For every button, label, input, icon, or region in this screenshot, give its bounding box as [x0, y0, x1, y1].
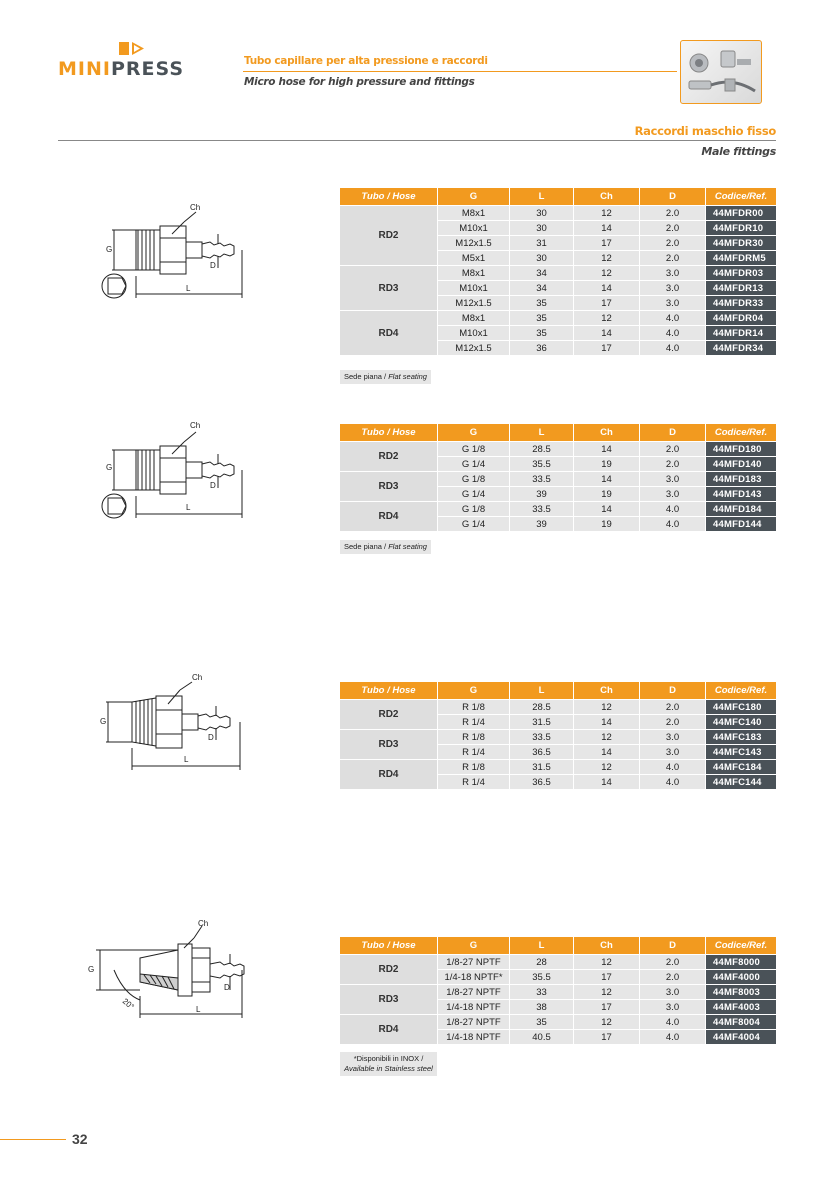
column-header: D — [640, 424, 705, 441]
table-cell: 19 — [574, 487, 639, 501]
table-cell: 12 — [574, 266, 639, 280]
table-cell: 14 — [574, 326, 639, 340]
table-cell: 39 — [510, 517, 573, 531]
column-header: Ch — [574, 424, 639, 441]
table-cell: 17 — [574, 296, 639, 310]
table-cell: 14 — [574, 745, 639, 759]
table-cell: 12 — [574, 1015, 639, 1029]
ref-code-cell: 44MFD143 — [706, 487, 776, 501]
table-cell: 2.0 — [640, 442, 705, 456]
table-cell: M10x1 — [438, 281, 509, 295]
column-header: G — [438, 188, 509, 205]
table-cell: 4.0 — [640, 502, 705, 516]
ref-code-cell: 44MFDR13 — [706, 281, 776, 295]
table-row — [340, 502, 776, 516]
fitting-drawing-2 — [100, 418, 250, 523]
table-cell: 30 — [510, 221, 573, 235]
table-cell: 4.0 — [640, 1030, 705, 1044]
table-cell: 4.0 — [640, 775, 705, 789]
table-cell: 36.5 — [510, 745, 573, 759]
table-cell: 17 — [574, 1000, 639, 1014]
label-ch: Ch — [190, 421, 201, 430]
label-ch: Ch — [198, 919, 209, 928]
table-cell: 36 — [510, 341, 573, 355]
table-cell: 2.0 — [640, 970, 705, 984]
table-cell: 3.0 — [640, 745, 705, 759]
table-header-row — [340, 188, 776, 205]
table-cell: 31.5 — [510, 715, 573, 729]
column-header: D — [640, 937, 705, 954]
table-cell: 14 — [574, 775, 639, 789]
fittings-photo — [680, 40, 762, 104]
table-cell: 2.0 — [640, 700, 705, 714]
table-cell: R 1/8 — [438, 760, 509, 774]
table-cell: R 1/4 — [438, 715, 509, 729]
ref-code-cell: 44MFDR04 — [706, 311, 776, 325]
ref-code-cell: 44MFDR03 — [706, 266, 776, 280]
note-it: Sede piana / — [344, 372, 389, 381]
label-ch: Ch — [192, 673, 203, 682]
table-cell: 14 — [574, 221, 639, 235]
label-angle: 20° — [120, 996, 136, 1012]
spec-table-4 — [339, 936, 777, 1045]
note-en: Available in Stainless steel — [344, 1064, 433, 1073]
table-cell: 28.5 — [510, 442, 573, 456]
table-cell: 17 — [574, 970, 639, 984]
hose-size-cell: RD3 — [340, 472, 437, 501]
table-cell: 3.0 — [640, 730, 705, 744]
label-l: L — [186, 284, 191, 293]
table-cell: 34 — [510, 266, 573, 280]
fitting-drawing-3 — [96, 668, 246, 773]
table-cell: 35 — [510, 326, 573, 340]
note-en: Flat seating — [388, 372, 427, 381]
table-cell: 31 — [510, 236, 573, 250]
ref-code-cell: 44MF4000 — [706, 970, 776, 984]
table-cell: 1/4-18 NPTF — [438, 1030, 509, 1044]
table-cell: 4.0 — [640, 760, 705, 774]
ref-code-cell: 44MFDR10 — [706, 221, 776, 235]
header-rule — [243, 71, 677, 72]
table-header-row — [340, 682, 776, 699]
table-row — [340, 206, 776, 220]
ref-code-cell: 44MF8003 — [706, 985, 776, 999]
table-header-row — [340, 937, 776, 954]
table-cell: 19 — [574, 457, 639, 471]
table-cell: 1/8-27 NPTF — [438, 1015, 509, 1029]
hose-size-cell: RD3 — [340, 730, 437, 759]
spec-table-2 — [339, 423, 777, 532]
table-cell: 3.0 — [640, 985, 705, 999]
table-cell: 4.0 — [640, 341, 705, 355]
section-title-it: Raccordi maschio fisso — [634, 124, 776, 138]
column-header: Tubo / Hose — [340, 424, 437, 441]
table-cell: 17 — [574, 1030, 639, 1044]
table-row — [340, 760, 776, 774]
table-cell: 12 — [574, 311, 639, 325]
label-g: G — [88, 965, 95, 974]
column-header: Codice/Ref. — [706, 937, 776, 954]
table-cell: 14 — [574, 442, 639, 456]
table-cell: 1/8-27 NPTF — [438, 955, 509, 969]
table-cell: 12 — [574, 206, 639, 220]
table-1-note — [340, 370, 431, 384]
table-cell: M12x1.5 — [438, 296, 509, 310]
table-cell: G 1/4 — [438, 517, 509, 531]
table-cell: M10x1 — [438, 326, 509, 340]
table-cell: 4.0 — [640, 1015, 705, 1029]
column-header: D — [640, 682, 705, 699]
label-ch: Ch — [190, 203, 201, 212]
table-cell: M5x1 — [438, 251, 509, 265]
label-d: D — [210, 481, 216, 490]
hose-size-cell: RD2 — [340, 206, 437, 265]
hose-size-cell: RD3 — [340, 266, 437, 310]
header-title-it: Tubo capillare per alta pressione e raccordi — [244, 55, 488, 67]
ref-code-cell: 44MFD140 — [706, 457, 776, 471]
column-header: Ch — [574, 188, 639, 205]
hose-size-cell: RD4 — [340, 1015, 437, 1044]
brand-press: PRESS — [110, 58, 185, 80]
table-cell: 1/4-18 NPTF* — [438, 970, 509, 984]
table-cell: 1/8-27 NPTF — [438, 985, 509, 999]
table-cell: 4.0 — [640, 326, 705, 340]
column-header: L — [510, 937, 573, 954]
table-cell: 35.5 — [510, 457, 573, 471]
table-cell: 14 — [574, 502, 639, 516]
table-cell: 2.0 — [640, 206, 705, 220]
table-cell: 12 — [574, 955, 639, 969]
label-g: G — [100, 717, 107, 726]
table-cell: 12 — [574, 730, 639, 744]
hose-size-cell: RD4 — [340, 502, 437, 531]
ref-code-cell: 44MFC184 — [706, 760, 776, 774]
table-cell: 38 — [510, 1000, 573, 1014]
hose-size-cell: RD4 — [340, 760, 437, 789]
column-header: Ch — [574, 937, 639, 954]
column-header: Codice/Ref. — [706, 682, 776, 699]
ref-code-cell: 44MFDR00 — [706, 206, 776, 220]
footer-rule — [0, 1139, 66, 1140]
ref-code-cell: 44MFDR30 — [706, 236, 776, 250]
table-cell: M8x1 — [438, 206, 509, 220]
ref-code-cell: 44MF4004 — [706, 1030, 776, 1044]
table-cell: 14 — [574, 281, 639, 295]
table-cell: 17 — [574, 341, 639, 355]
hose-size-cell: RD3 — [340, 985, 437, 1014]
table-cell: 12 — [574, 985, 639, 999]
minipress-logo — [58, 40, 208, 86]
table-cell: 2.0 — [640, 457, 705, 471]
column-header: G — [438, 937, 509, 954]
table-cell: 2.0 — [640, 715, 705, 729]
ref-code-cell: 44MFD183 — [706, 472, 776, 486]
table-cell: 2.0 — [640, 221, 705, 235]
table-2-note — [340, 540, 431, 554]
section-title-en: Male fittings — [701, 145, 776, 158]
ref-code-cell: 44MFD144 — [706, 517, 776, 531]
table-cell: 31.5 — [510, 760, 573, 774]
ref-code-cell: 44MFC144 — [706, 775, 776, 789]
table-cell: 39 — [510, 487, 573, 501]
label-d: D — [210, 261, 216, 270]
table-cell: 2.0 — [640, 955, 705, 969]
table-cell: 40.5 — [510, 1030, 573, 1044]
table-cell: 3.0 — [640, 266, 705, 280]
hose-size-cell: RD2 — [340, 700, 437, 729]
table-row — [340, 442, 776, 456]
table-cell: R 1/8 — [438, 700, 509, 714]
table-cell: 36.5 — [510, 775, 573, 789]
table-cell: G 1/8 — [438, 502, 509, 516]
ref-code-cell: 44MF4003 — [706, 1000, 776, 1014]
table-cell: 3.0 — [640, 296, 705, 310]
page-number: 32 — [72, 1131, 88, 1147]
table-row — [340, 700, 776, 714]
ref-code-cell: 44MFC140 — [706, 715, 776, 729]
column-header: Codice/Ref. — [706, 188, 776, 205]
column-header: L — [510, 424, 573, 441]
column-header: Tubo / Hose — [340, 188, 437, 205]
section-rule — [58, 140, 776, 141]
ref-code-cell: 44MF8004 — [706, 1015, 776, 1029]
hose-size-cell: RD2 — [340, 955, 437, 984]
table-cell: 19 — [574, 517, 639, 531]
column-header: G — [438, 682, 509, 699]
column-header: L — [510, 682, 573, 699]
table-cell: 4.0 — [640, 311, 705, 325]
fitting-drawing-4 — [84, 914, 260, 1024]
table-cell: 3.0 — [640, 281, 705, 295]
ref-code-cell: 44MFD184 — [706, 502, 776, 516]
label-l: L — [196, 1005, 201, 1014]
table-cell: 33.5 — [510, 502, 573, 516]
table-cell: 3.0 — [640, 487, 705, 501]
header-title-en: Micro hose for high pressure and fittings — [244, 76, 475, 88]
table-row — [340, 311, 776, 325]
table-cell: 3.0 — [640, 1000, 705, 1014]
table-cell: 33.5 — [510, 472, 573, 486]
column-header: L — [510, 188, 573, 205]
table-cell: 30 — [510, 251, 573, 265]
table-cell: 2.0 — [640, 251, 705, 265]
table-row — [340, 730, 776, 744]
table-cell: 1/4-18 NPTF — [438, 1000, 509, 1014]
table-cell: 30 — [510, 206, 573, 220]
note-it: Sede piana / — [344, 542, 389, 551]
spec-table-1 — [339, 187, 777, 356]
column-header: Tubo / Hose — [340, 937, 437, 954]
label-l: L — [184, 755, 189, 764]
table-cell: M8x1 — [438, 266, 509, 280]
table-cell: 17 — [574, 236, 639, 250]
ref-code-cell: 44MFC143 — [706, 745, 776, 759]
table-cell: G 1/4 — [438, 457, 509, 471]
ref-code-cell: 44MF8000 — [706, 955, 776, 969]
fitting-drawing-1 — [100, 198, 250, 303]
table-cell: 14 — [574, 715, 639, 729]
ref-code-cell: 44MFDR34 — [706, 341, 776, 355]
table-cell: R 1/4 — [438, 775, 509, 789]
table-row — [340, 472, 776, 486]
table-cell: M12x1.5 — [438, 236, 509, 250]
table-cell: 28 — [510, 955, 573, 969]
ref-code-cell: 44MFDR14 — [706, 326, 776, 340]
table-cell: 12 — [574, 760, 639, 774]
table-cell: 3.0 — [640, 472, 705, 486]
brand-mini: MINI — [58, 58, 111, 80]
table-cell: 4.0 — [640, 517, 705, 531]
spec-table-3 — [339, 681, 777, 790]
table-cell: 33.5 — [510, 730, 573, 744]
column-header: D — [640, 188, 705, 205]
hose-size-cell: RD4 — [340, 311, 437, 355]
table-cell: 35 — [510, 296, 573, 310]
label-g: G — [106, 463, 113, 472]
table-cell: 14 — [574, 472, 639, 486]
column-header: Tubo / Hose — [340, 682, 437, 699]
table-cell: 33 — [510, 985, 573, 999]
table-cell: G 1/8 — [438, 472, 509, 486]
table-cell: 35 — [510, 1015, 573, 1029]
table-row — [340, 985, 776, 999]
table-cell: M12x1.5 — [438, 341, 509, 355]
table-cell: 34 — [510, 281, 573, 295]
table-cell: G 1/8 — [438, 442, 509, 456]
table-row — [340, 1015, 776, 1029]
table-row — [340, 266, 776, 280]
table-cell: 35.5 — [510, 970, 573, 984]
label-d: D — [208, 733, 214, 742]
ref-code-cell: 44MFC180 — [706, 700, 776, 714]
column-header: G — [438, 424, 509, 441]
hose-size-cell: RD2 — [340, 442, 437, 471]
column-header: Ch — [574, 682, 639, 699]
table-4-note — [340, 1052, 437, 1076]
table-cell: 28.5 — [510, 700, 573, 714]
ref-code-cell: 44MFC183 — [706, 730, 776, 744]
table-cell: 2.0 — [640, 236, 705, 250]
table-cell: 12 — [574, 700, 639, 714]
label-d: D — [224, 983, 230, 992]
ref-code-cell: 44MFD180 — [706, 442, 776, 456]
table-row — [340, 955, 776, 969]
table-cell: M8x1 — [438, 311, 509, 325]
table-cell: R 1/8 — [438, 730, 509, 744]
table-cell: G 1/4 — [438, 487, 509, 501]
label-l: L — [186, 503, 191, 512]
column-header: Codice/Ref. — [706, 424, 776, 441]
label-g: G — [106, 245, 113, 254]
note-en: Flat seating — [388, 542, 427, 551]
table-cell: R 1/4 — [438, 745, 509, 759]
table-header-row — [340, 424, 776, 441]
ref-code-cell: 44MFDR33 — [706, 296, 776, 310]
note-it: *Disponibili in INOX / — [353, 1054, 424, 1063]
table-cell: M10x1 — [438, 221, 509, 235]
table-cell: 12 — [574, 251, 639, 265]
table-cell: 35 — [510, 311, 573, 325]
ref-code-cell: 44MFDRM5 — [706, 251, 776, 265]
